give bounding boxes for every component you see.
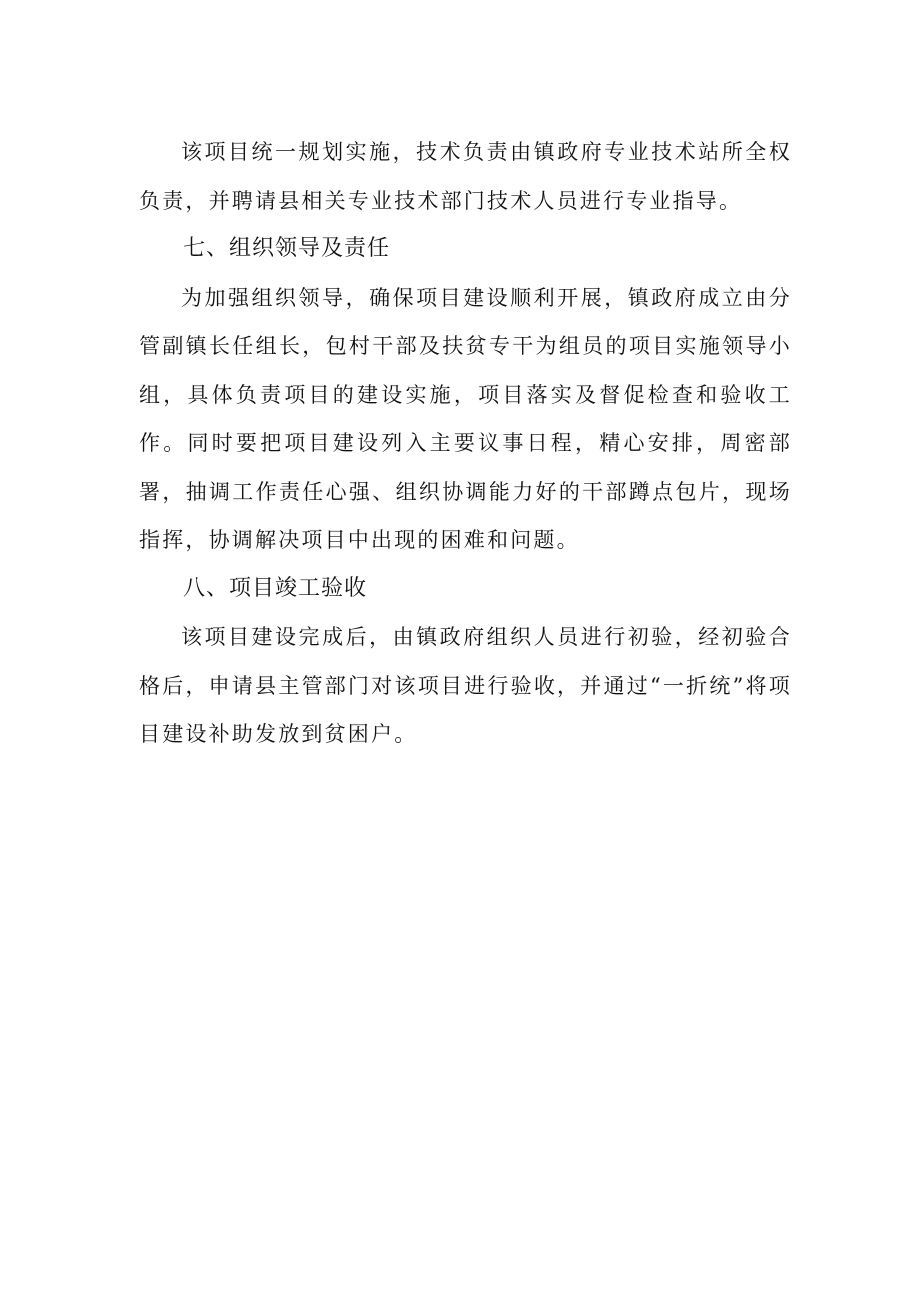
paragraph-acceptance-process: 该项目建设完成后，由镇政府组织人员进行初验，经初验合格后，申请县主管部门对该项目进行验收，并通过“一折统”将项目建设补助发放到贫困户。 [139,625,792,746]
document-body [139,128,792,759]
heading-completion-acceptance: 八、项目竣工验收 [183,575,368,601]
paragraph-technical-responsibility: 该项目统一规划实施，技术负责由镇政府专业技术站所全权负责，并聘请县相关专业技术部门技术人员进行专业指导。 [139,140,792,213]
heading-organization-leadership: 七、组织领导及责任 [183,236,391,261]
paragraph-leadership-group: 为加强组织领导，确保项目建设顺利开展，镇政府成立由分管副镇长任组长，包村干部及扶贫专干为组员的项目实施领导小组，具体负责项目的建设实施，项目落实及督促检查和验收工作。同时要把项目建设列入主要议事日程，精心安排，周密部署，抽调工作责任心强、组织协调能力好的干部蹲点包片，现场指挥，协调解决项目中出现的困难和问题。 [139,285,792,552]
